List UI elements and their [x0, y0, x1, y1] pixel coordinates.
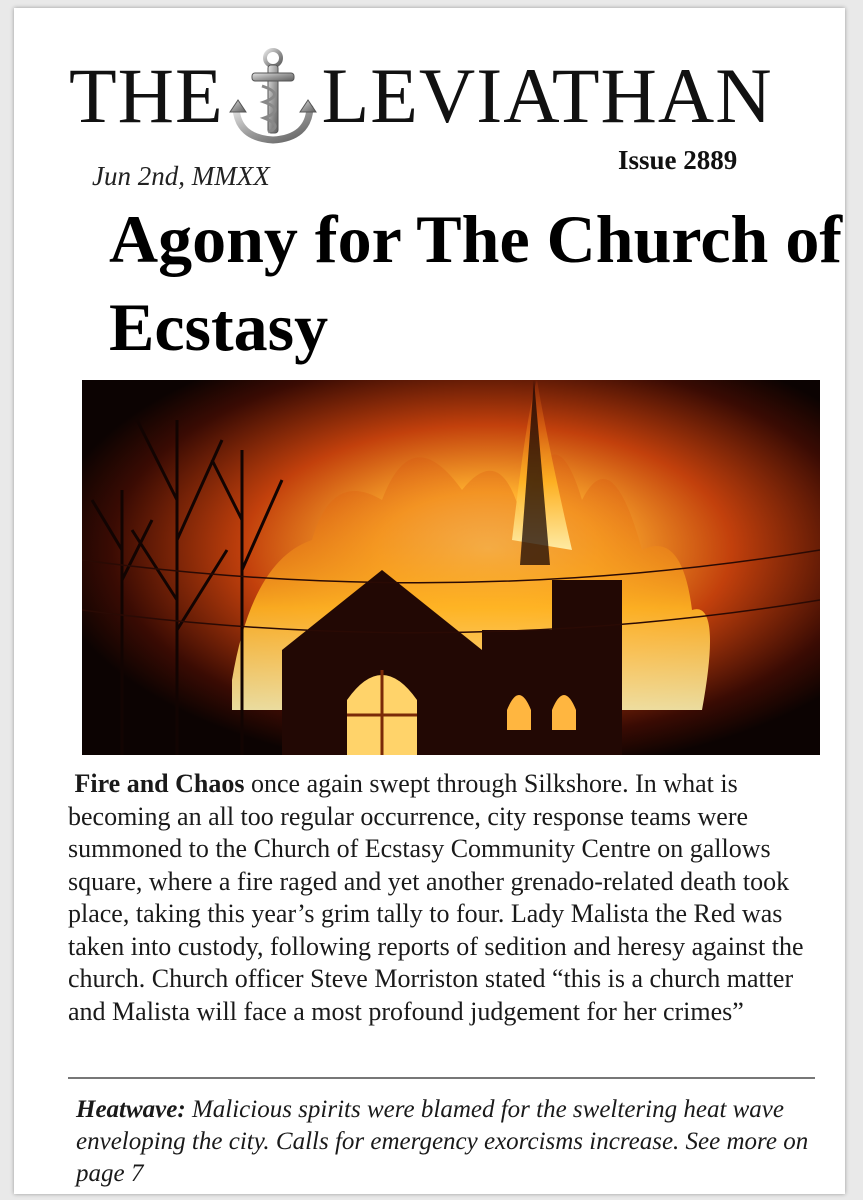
headline: Agony for The Church of Ecstasy	[109, 201, 842, 365]
brief-text: Malicious spirits were blamed for the sweltering heat wave enveloping the city. Calls for emergency exorcisms increase. See more on page 7	[76, 1096, 809, 1187]
section-divider	[68, 1077, 815, 1079]
burning-church-photo	[82, 380, 820, 755]
masthead-the: THE	[69, 52, 224, 139]
article-body	[68, 768, 828, 1028]
newspaper-page	[14, 8, 845, 1194]
masthead	[69, 46, 829, 146]
issue-date: Jun 2nd, MMXX	[92, 161, 270, 191]
article-lead: Fire and Chaos	[74, 769, 245, 798]
anchor-icon	[228, 46, 318, 146]
masthead-leviathan: LEVIATHAN	[321, 52, 773, 139]
issue-number: Issue 2889	[618, 145, 738, 175]
news-brief	[76, 1094, 816, 1190]
brief-lead: Heatwave:	[76, 1096, 186, 1123]
article-text: once again swept through Silkshore. In what is becoming an all too regular occurrence, city response teams were summoned to the Church of Ecstasy Community Centre on gallows square, where a fire raged and yet another grenado-related death took place, taking this year’s grim tally to four. Lady Malista the Red was taken into custody, following reports of sedition and heresy against the church. Church officer Steve Morriston stated “this is a church matter and Malista will face a most profound judgement for her crimes”	[68, 769, 804, 1026]
